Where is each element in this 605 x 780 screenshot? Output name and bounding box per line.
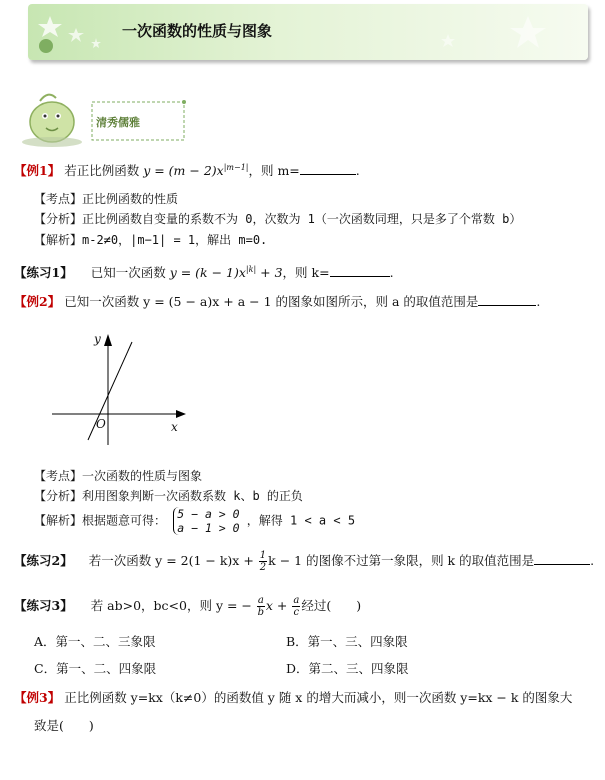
example-2-jiexi-pre: 【解析】根据题意可得： [34, 513, 167, 528]
example-2-jiexi [34, 507, 355, 535]
example-1-fenxi: 【分析】正比例函数自变量的系数不为 0，次数为 1（一次函数同理，只是多了个常数 b） [34, 212, 522, 226]
example-1-post: ，则 m= [248, 163, 300, 178]
practice-3-pre: 若 ab>0，bc<0，则 y = − [90, 598, 252, 613]
practice-2-answer-blank[interactable] [534, 552, 590, 565]
example-2-end: . [536, 294, 541, 309]
option-b[interactable]: B．第一、三、四象限 [286, 634, 408, 649]
practice-3-question [14, 595, 361, 618]
example-1-formula: y = (m − 2)x [143, 163, 224, 178]
practice-1-formula-2: + 3 [256, 265, 283, 280]
practice-1-post: ，则 k= [282, 265, 330, 280]
practice-1-tag: 【练习1】 [14, 265, 73, 280]
inequality-2: a − 1 > 0 [177, 521, 240, 535]
example-1-answer-blank[interactable] [300, 162, 356, 175]
practice-3-post: 经过( ) [301, 598, 362, 613]
inequality-1: 5 − a > 0 [177, 507, 240, 521]
practice-1-exponent: |k| [245, 264, 257, 274]
example-1-kaodian: 【考点】正比例函数的性质 [34, 192, 179, 206]
example-1-end: . [355, 163, 360, 178]
practice-2-fraction [259, 550, 267, 573]
x-axis-arrow-icon [176, 410, 186, 418]
practice-2-pre: 若一次函数 y = 2(1 − k)x + [88, 553, 254, 568]
practice-3-tag: 【练习3】 [14, 598, 73, 613]
practice-3-fraction-1-numerator: a [257, 595, 264, 606]
example-2-kaodian: 【考点】一次函数的性质与图象 [34, 469, 203, 483]
y-axis-arrow-icon [104, 334, 112, 346]
graph-origin-label: O [96, 417, 106, 431]
practice-2-fraction-denominator: 2 [259, 562, 267, 573]
example-2-text: 已知一次函数 y = (5 − a)x + a − 1 的图象如图所示，则 a 的取值范围是 [64, 294, 479, 309]
example-3-tag: 【例3】 [14, 690, 61, 705]
practice-1-pre: 已知一次函数 [90, 265, 166, 280]
practice-3-fraction-2-numerator: a [293, 595, 300, 606]
example-2-inequality-system [173, 507, 239, 535]
practice-3-fraction-1-denominator: b [257, 607, 265, 618]
practice-2-end: . [590, 553, 595, 568]
option-a[interactable]: A．第一、二、三象限 [34, 634, 156, 649]
example-3-line-2: 致是( ) [34, 718, 94, 733]
practice-2-fraction-numerator: 1 [259, 550, 267, 561]
practice-1-question [14, 263, 394, 281]
example-1-tag: 【例1】 [14, 163, 61, 178]
practice-3-mid: x + [265, 598, 288, 613]
badge-label: 清秀儒雅 [96, 116, 140, 129]
example-2-fenxi: 【分析】利用图象判断一次函数系数 k、b 的正负 [34, 489, 303, 503]
graph-y-label: y [94, 332, 101, 346]
example-1-jiexi: 【解析】m-2≠0，|m−1| = 1，解出 m=0. [34, 233, 268, 247]
example-1-question [14, 161, 360, 179]
option-c[interactable]: C．第一、二、四象限 [34, 661, 157, 676]
practice-1-formula: y = (k − 1)x [169, 265, 246, 280]
function-line [88, 342, 132, 440]
banner-stars-icon [388, 10, 578, 56]
option-d[interactable]: D．第二、三、四象限 [286, 661, 409, 676]
example-3-question [14, 688, 572, 706]
header-banner [28, 4, 588, 60]
practice-2-tag: 【练习2】 [14, 553, 73, 568]
example-2-answer-blank[interactable] [478, 293, 536, 306]
example-2-tag: 【例2】 [14, 294, 61, 309]
practice-3-fraction-1 [257, 595, 265, 618]
example-2-jiexi-post: ，解得 1 < a < 5 [246, 513, 356, 528]
example-2-question [14, 292, 540, 310]
practice-2-question [14, 550, 594, 573]
example-1-pre: 若正比例函数 [64, 163, 140, 178]
page-title: 一次函数的性质与图象 [122, 22, 273, 40]
practice-2-post: k − 1 的图像不过第一象限，则 k 的取值范围是 [268, 553, 535, 568]
practice-3-fraction-2 [292, 595, 300, 618]
example-1-exponent: |m−1| [223, 162, 249, 172]
practice-3-fraction-2-denominator: c [293, 607, 300, 618]
example-3-line-1: 正比例函数 y=kx（k≠0）的函数值 y 随 x 的增大而减小，则一次函数 y=kx − k 的图象大 [64, 690, 573, 705]
practice-1-answer-blank[interactable] [330, 264, 390, 277]
practice-1-end: . [389, 265, 394, 280]
graph-x-label: x [171, 420, 178, 434]
star-decoration-icon [32, 8, 116, 58]
